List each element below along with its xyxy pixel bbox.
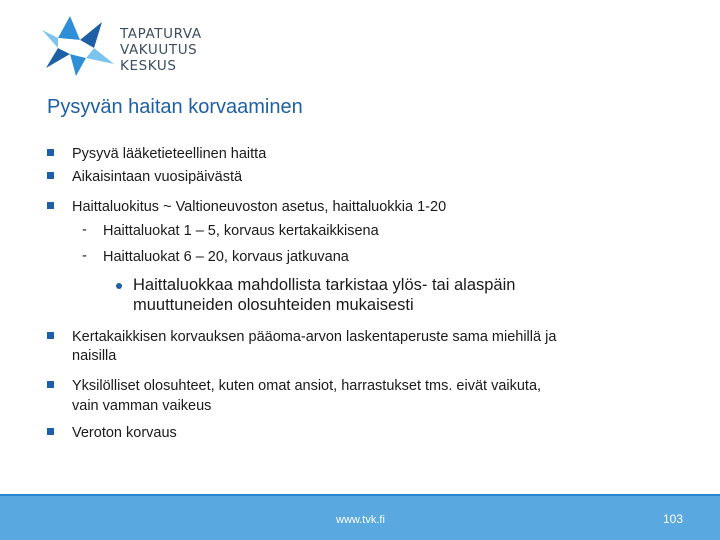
bullet-square-icon — [47, 332, 54, 339]
logo-wordmark — [120, 26, 202, 74]
dash-marker: - — [82, 222, 87, 238]
bullet-item-line-1: Kertakaikkisen korvauksen pääoma-arvon laskentaperuste sama miehillä ja — [72, 329, 557, 345]
bullet-square-icon — [47, 202, 54, 209]
bullet-square-icon — [47, 149, 54, 156]
bullet-dot-icon — [116, 283, 122, 289]
logo-line-3: KESKUS — [120, 58, 177, 74]
subsub-line-1: Haittaluokkaa mahdollista tarkistaa ylös- tai alaspäin — [133, 276, 516, 294]
logo-line-2: VAKUUTUS — [120, 42, 198, 58]
logo — [40, 14, 220, 76]
logo-line-1: TAPATURVA — [120, 26, 202, 42]
bullet-square-icon — [47, 172, 54, 179]
logo-star-icon — [40, 14, 116, 76]
subsub-line-2: muuttuneiden olosuhteiden mukaisesti — [133, 296, 414, 314]
bullet-item: Aikaisintaan vuosipäivästä — [72, 169, 243, 185]
footer-url[interactable]: www.tvk.fi — [336, 514, 385, 526]
page-title: Pysyvän haitan korvaaminen — [47, 96, 303, 118]
bullet-square-icon — [47, 381, 54, 388]
bullet-item: Pysyvä lääketieteellinen haitta — [72, 146, 267, 162]
sub-item: Haittaluokat 1 – 5, korvaus kertakaikkisena — [103, 223, 379, 239]
bullet-item: Haittaluokitus ~ Valtioneuvoston asetus, haittaluokkia 1-20 — [72, 199, 447, 215]
footer-divider — [0, 494, 720, 496]
bullet-item-line-1: Yksilölliset olosuhteet, kuten omat ansiot, harrastukset tms. eivät vaikuta, — [72, 378, 542, 394]
sub-item: Haittaluokat 6 – 20, korvaus jatkuvana — [103, 249, 349, 265]
footer-bar — [0, 494, 720, 540]
bullet-square-icon — [47, 428, 54, 435]
bullet-item-line-1: Veroton korvaus — [72, 425, 177, 441]
bullet-item-line-2: vain vamman vaikeus — [72, 398, 212, 414]
dash-marker: - — [82, 248, 87, 264]
bullet-item-line-2: naisilla — [72, 348, 117, 364]
page-number: 103 — [663, 512, 684, 526]
